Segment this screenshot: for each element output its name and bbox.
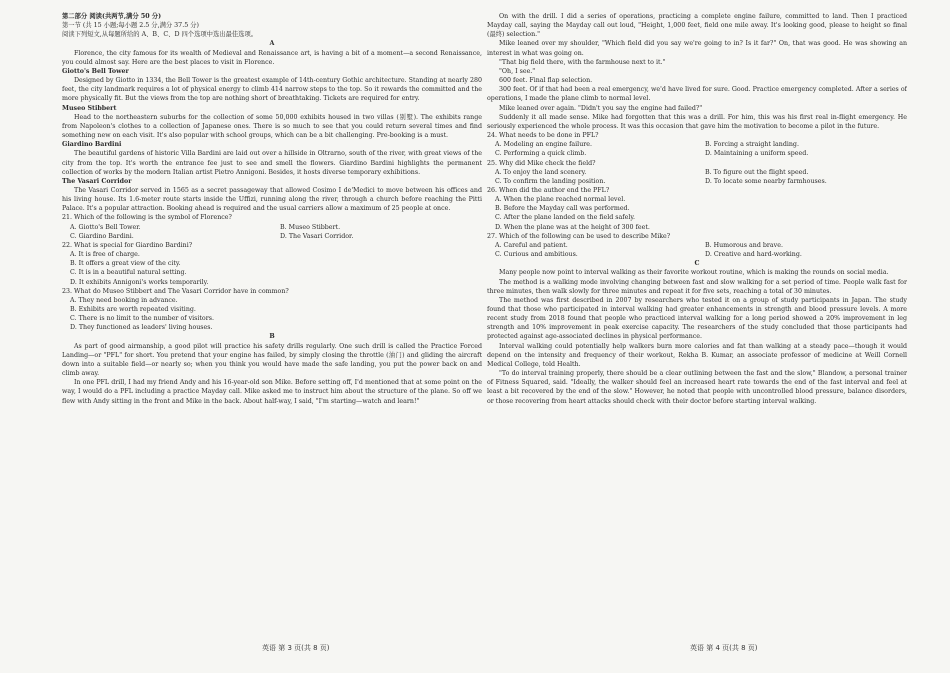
passage-c-paragraph-2: The method is a walking mode involving changing between fast and slow walking for a set period of time. People walk fast for three minutes, then walk slowly for three minutes and repeat it for five sets, reaching a total of 30 minutes. [487, 278, 907, 295]
passage-b-paragraph-9: Mike leaned over again. "Didn't you say the engine had failed?" [499, 104, 703, 112]
passage-a-intro: Florence, the city famous for its wealth of Medieval and Renaissance art, is having a bit of a moment—a second Renaissance, you could almost say. Here are the best places to visit in Florence. [62, 49, 482, 66]
section-header: 第二部分 阅读(共两节,满分 50 分) [62, 13, 162, 20]
passage-c-paragraph-5: "To do interval training properly, there should be a clear outlining between the fast and the slow," Blandow, a personal trainer of Fitness Squared, said. "Ideally, the walker should feel an increased heart rate towards the end of the fast interval and feel at least a bit recovered by the end of the slow." However, he noted that people with uncontrolled blood pressure, balance disorders, or those recovering from heart attacks should check with their doctor before starting interval walking. [487, 370, 907, 405]
q24-option-d: D. Maintaining a uniform speed. [705, 150, 809, 158]
left-page [62, 12, 482, 642]
q23-option-b: B. Exhibits are worth repeated visiting. [70, 306, 196, 313]
passage-a-paragraph-2: Head to the northeastern suburbs for the collection of some 50,000 exhibits housed in two villas (别墅). The exhibits range from Napoleon's clothes to a collection of Japanese ones. There is so much to see that you could return several times and find something new on each visit. It's also popular with school groups, which can be a bit challenging. Pre-booking is a must. [62, 113, 482, 140]
q23-option-c: C. There is no limit to the number of visitors. [70, 315, 214, 323]
question-23: 23. What do Museo Stibbert and The Vasari Corridor have in common? [62, 287, 289, 295]
left-page-footer: 英语 第 3 页(共 8 页) [262, 644, 330, 652]
question-26: 26. When did the author end the PFL? [487, 186, 610, 194]
q24-option-b: B. Forcing a straight landing. [705, 141, 799, 149]
q25-option-c: C. To confirm the landing position. [495, 177, 606, 185]
passage-b-paragraph-8: 300 feet. Of if that had been a real emergency, we'd have lived for sure. Good. Practice emergency completed. After a series of operations, I made the plane climb to normal level. [487, 86, 907, 103]
question-25: 25. Why did Mike check the field? [487, 159, 596, 167]
section-sub: 第一节 (共 15 小题;每小题 2.5 分,满分 37.5 分) [62, 22, 199, 30]
question-21: 21. Which of the following is the symbol of Florence? [62, 214, 232, 222]
passage-b-paragraph-1: As part of good airmanship, a good pilot will practice his safety drills regularly. One such drill is called the Practice Forced Landing—or "PFL" for short. You pretend that your engine has failed, by simply closing the throttle (油门) and gliding the aircraft down into a suitable field—or nearly so; when you think you would have made the safe landing, you put the power back on and climb away. [62, 342, 482, 378]
passage-b-label: B [269, 333, 275, 341]
q22-option-a: A. It is free of charge. [70, 251, 140, 259]
passage-b-paragraph-6: "Oh, I see." [499, 67, 536, 75]
q27-option-b: B. Humorous and brave. [705, 241, 783, 249]
right-page [487, 12, 907, 642]
question-27: 27. Which of the following can be used to describe Mike? [487, 232, 671, 240]
q27-option-c: C. Curious and ambitious. [495, 251, 578, 259]
q27-option-a: A. Careful and patient. [495, 241, 568, 249]
passage-b-paragraph-3: On with the drill. I did a series of operations, practicing a complete engine failure, committed to land. Then I practiced Mayday call, saying the Mayday call out loud, "Height, 1,000 feet, field one mile away. It's looking good, please to height so final (最终) selection." [487, 13, 907, 39]
q25-option-a: A. To enjoy the land scenery. [495, 168, 587, 176]
question-23-options [62, 296, 482, 333]
passage-c-paragraph-3: The method was first described in 2007 by researchers who tested it on a group of study participants in Japan. The study found that those who participated in interval walking had greater enhancements in strength and blood pressure levels. A more recent study from 2018 found that people who practiced interval walking for a long period showed a 20% improvement in leg strength and 10% improvement in peak exercise capacity. The researchers of the study concluded that those participants had protected against age-associated declines in physical performance. [487, 296, 907, 341]
passage-a-label: A [269, 40, 275, 48]
q26-option-b: B. Before the Mayday call was performed. [495, 205, 630, 213]
passage-b-paragraph-5: "That big field there, with the farmhouse next to it." [499, 58, 666, 66]
question-22-options [62, 250, 482, 287]
q26-option-d: D. When the plane was at the height of 300 feet. [495, 223, 650, 231]
passage-c-label: C [694, 260, 700, 268]
question-26-options [487, 195, 907, 232]
question-25-options [487, 168, 907, 186]
instruction: 阅读下列短文,从每题所给的 A、B、C、D 四个选项中选出最佳选项。 [62, 31, 258, 39]
passage-a-paragraph-4: The Vasari Corridor served in 1565 as a secret passageway that allowed Cosimo I de'Medici to move between his offices and his living house. Its 1.6-meter route starts inside the Uffizi, running along the river, through a church before reaching the Pitti Palace. It's a popular attraction. Booking ahead is required and the usual carriers allow a maximum of 25 people at once. [62, 186, 482, 213]
q23-option-a: A. They need booking in advance. [70, 296, 178, 304]
q22-option-d: D. It exhibits Annigoni's works temporarily. [70, 278, 209, 286]
q21-option-d: D. The Vasari Corridor. [280, 232, 354, 240]
q25-option-b: B. To figure out the flight speed. [705, 168, 809, 176]
passage-a-paragraph-3: The beautiful gardens of historic Villa Bardini are laid out over a hillside in Oltrarno, south of the river, with great views of the city from the top. It's worth the entrance fee just to see and smell the flowers. Giardino Bardini highlights the permanent collection of works by the modern Italian artist Pietro Annigoni. Besides, it hosts diverse temporary exhibitions. [62, 150, 482, 176]
passage-a-heading-4: The Vasari Corridor [62, 177, 132, 185]
passage-a-heading-3: Giardino Bardini [62, 141, 122, 149]
passage-b-paragraph-4: Mike leaned over my shoulder, "Which field did you say we're going to in? Is it far?" On, that was good. He was showing an interest in what was going on. [487, 40, 907, 57]
q21-option-a: A. Giotto's Bell Tower. [70, 223, 141, 231]
question-24: 24. What needs to be done in PFL? [487, 132, 599, 140]
passage-c-paragraph-4: Interval walking could potentially help walkers burn more calories and fat than walking at a steady pace—though it would depend on the intensity and frequency of their workout, Rekha B. Kumar, an associate professor of medicine at Weill Cornell Medical College, told Health. [487, 342, 907, 368]
q27-option-d: D. Creative and hard-working. [705, 251, 802, 259]
passage-c-paragraph-1: Many people now point to interval walking as their favorite workout routine, which is making the rounds on social media. [499, 269, 889, 277]
q26-option-a: A. When the plane reached normal level. [495, 196, 626, 204]
q25-option-d: D. To locate some nearby farmhouses. [705, 177, 827, 185]
q23-option-d: D. They functioned as leaders' living houses. [70, 324, 213, 332]
q22-option-b: B. It offers a great view of the city. [70, 260, 181, 268]
passage-a-heading-1: Giotto's Bell Tower [62, 67, 129, 75]
q21-option-c: C. Giardino Bardini. [70, 232, 134, 240]
right-page-footer: 英语 第 4 页(共 8 页) [690, 644, 758, 652]
passage-a-heading-2: Museo Stibbert [62, 104, 117, 112]
passage-b-paragraph-7: 600 feet. Final flap selection. [499, 77, 593, 85]
passage-b-paragraph-10: Suddenly it all made sense. Mike had forgotten that this was a drill. For him, this was his first real in-flight emergency. He seriously experienced the whole process. It was this occasion that gave him the motivation to become a pilot in the future. [487, 113, 907, 130]
q24-option-c: C. Performing a quick climb. [495, 150, 587, 158]
question-21-options [62, 223, 482, 241]
q24-option-a: A. Modeling an engine failure. [495, 141, 592, 149]
q22-option-c: C. It is in a beautiful natural setting. [70, 269, 187, 277]
q21-option-b: B. Museo Stibbert. [280, 223, 341, 231]
q26-option-c: C. After the plane landed on the field safely. [495, 214, 636, 222]
question-22: 22. What is special for Giardino Bardini? [62, 241, 193, 249]
question-27-options [487, 241, 907, 259]
passage-a-paragraph-1: Designed by Giotto in 1334, the Bell Tower is the greatest example of 14th-century Gothic architecture. Standing at nearly 280 feet, the city landmark requires a lot of physical energy to climb 414 narrow steps to the top. So it rewards the committed and the more physically fit. But the views from the top are nothing short of breathtaking. Tickets are required for entry. [62, 77, 482, 103]
question-24-options [487, 140, 907, 158]
passage-b-paragraph-2: In one PFL drill, I had my friend Andy and his 16-year-old son Mike. Before setting off, I'd mentioned that at some point on the way, I would do a PFL including a practice Mayday call. Mike asked me to instruct him about the structure of the plane. So off we flew with Andy sitting in the front and Mike in the back. About half-way, I said, "I'm starting—watch and learn!" [62, 379, 482, 405]
